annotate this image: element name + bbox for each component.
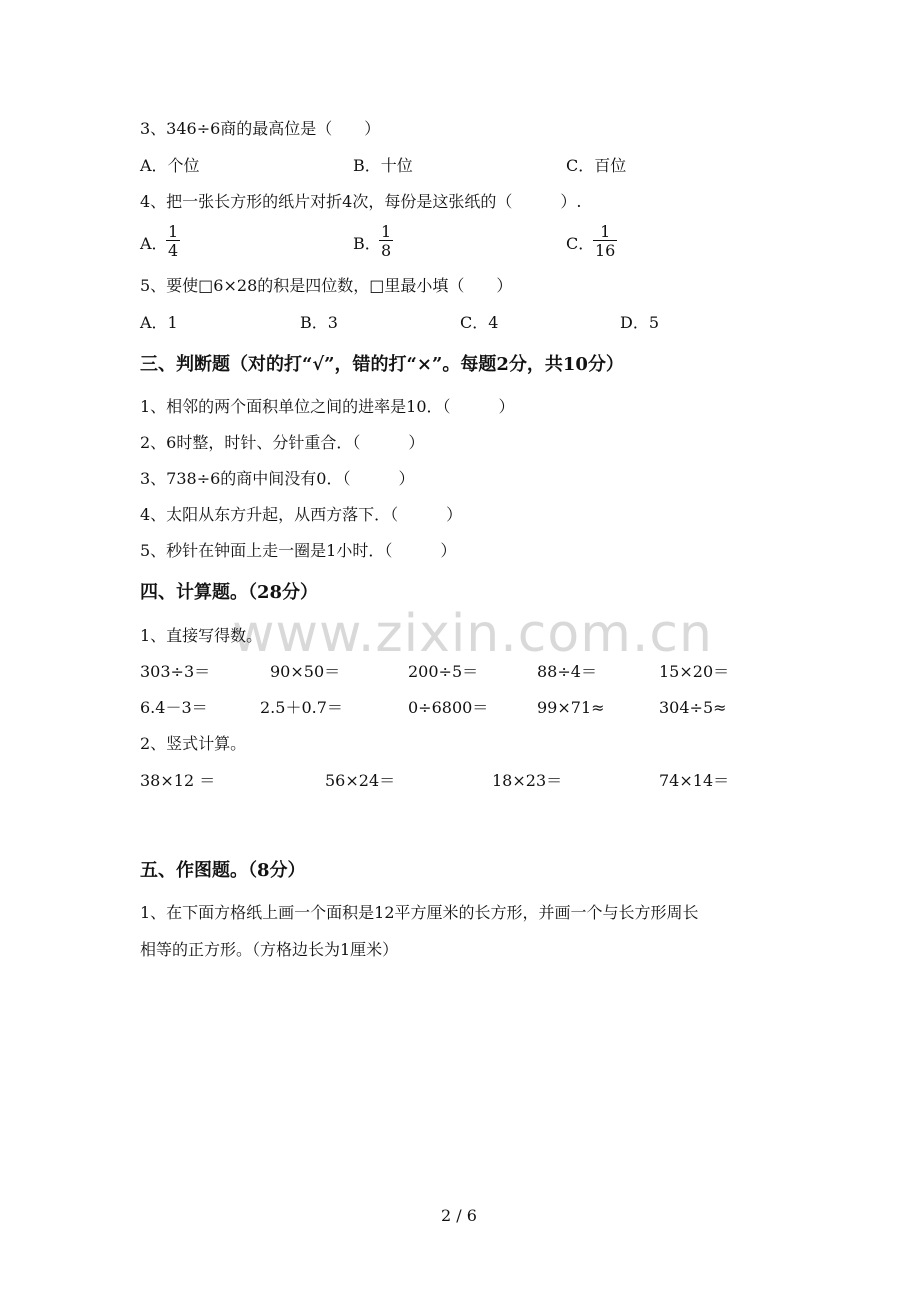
q4-c-numerator: 1: [600, 222, 611, 241]
q4-option-c-fraction: [593, 224, 617, 259]
direct-calc-label: 1、直接写得数。: [140, 626, 263, 645]
q4-b-numerator: 1: [381, 222, 392, 241]
calc-r1-1: 303÷3＝: [140, 662, 211, 681]
calc-r2-2: 2.5＋0.7＝: [260, 698, 343, 717]
q5-option-b: B．3: [300, 313, 338, 332]
judge-item-2: 2、6时整，时针、分针重合．（ ）: [140, 433, 425, 452]
calc-r1-3: 200÷5＝: [408, 662, 479, 681]
q5-option-a: A．1: [140, 313, 178, 332]
calc-r2-5: 304÷5≈: [659, 698, 727, 717]
calc-r2-3: 0÷6800＝: [408, 698, 489, 717]
section-4-title: 四、计算题。（28分）: [140, 582, 319, 603]
judge-item-4: 4、太阳从东方升起，从西方落下．（ ）: [140, 505, 463, 524]
q4-c-denominator: 16: [595, 241, 616, 260]
calc-r1-5: 15×20＝: [659, 662, 730, 681]
q4-option-a-fraction: [166, 224, 180, 259]
q4-option-b-fraction: [379, 224, 393, 259]
question-4-stem: 4、把一张长方形的纸片对折4次，每份是这张纸的（ ）.: [140, 192, 582, 211]
q4-a-numerator: 1: [168, 222, 179, 241]
judge-item-5: 5、秒针在钟面上走一圈是1小时．（ ）: [140, 541, 457, 560]
calc-r2-1: 6.4－3＝: [140, 698, 208, 717]
vertical-calc-4: 74×14＝: [659, 771, 730, 790]
calc-r1-2: 90×50＝: [270, 662, 341, 681]
q4-b-denominator: 8: [381, 241, 392, 260]
q5-option-c: C．4: [460, 313, 499, 332]
vertical-calc-2: 56×24＝: [325, 771, 396, 790]
q4-option-a-label: A．: [140, 234, 168, 253]
question-3-stem: 3、346÷6商的最高位是（ ）: [140, 119, 381, 138]
section-5-title: 五、作图题。（8分）: [140, 860, 306, 881]
q4-option-b-label: B．: [353, 234, 381, 253]
section-3-title: 三、判断题（对的打“√”，错的打“×”。每题2分，共10分）: [140, 354, 624, 375]
vertical-calc-3: 18×23＝: [492, 771, 563, 790]
q3-option-a: A．个位: [140, 156, 200, 175]
q3-option-c: C．百位: [566, 156, 627, 175]
judge-item-1: 1、相邻的两个面积单位之间的进率是10．（ ）: [140, 397, 515, 416]
vertical-calc-label: 2、竖式计算。: [140, 734, 247, 753]
question-5-stem: 5、要使□6×28的积是四位数，□里最小填（ ）: [140, 276, 513, 295]
judge-item-3: 3、738÷6的商中间没有0．（ ）: [140, 469, 415, 488]
calc-r1-4: 88÷4＝: [537, 662, 597, 681]
q5-option-d: D．5: [620, 313, 660, 332]
q4-option-c-label: C．: [566, 234, 595, 253]
watermark: www.zixin.com.cn: [232, 604, 713, 664]
q4-a-denominator: 4: [168, 241, 179, 260]
drawing-question-line-1: 1、在下面方格纸上画一个面积是12平方厘米的长方形，并画一个与长方形周长: [140, 903, 699, 922]
drawing-question-line-2: 相等的正方形。（方格边长为1厘米）: [140, 940, 399, 959]
q3-option-b: B．十位: [353, 156, 413, 175]
vertical-calc-1: 38×12 ＝: [140, 771, 216, 790]
page-number: 2 / 6: [441, 1206, 477, 1225]
calc-r2-4: 99×71≈: [537, 698, 605, 717]
